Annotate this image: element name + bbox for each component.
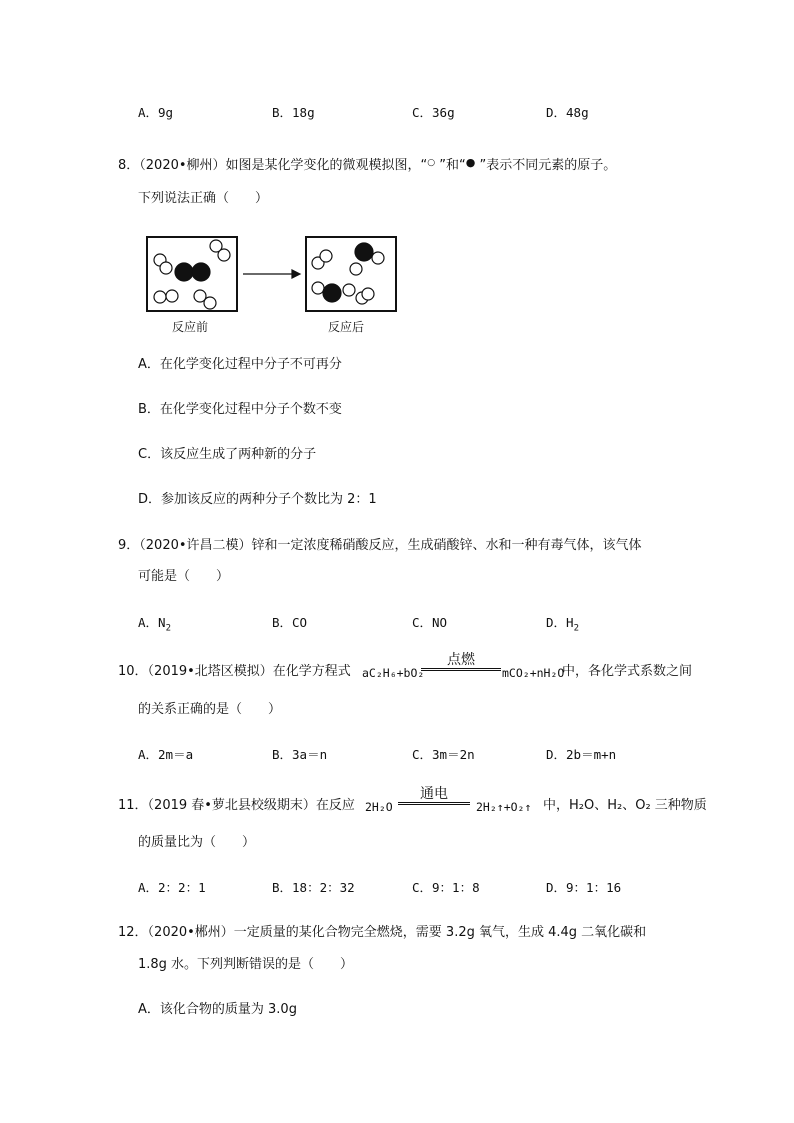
q10-option-a: A．2m＝a [138, 747, 194, 762]
q8-stem-mid: ”和“ [435, 158, 466, 173]
q11-option-d: D．9：1：16 [546, 880, 622, 895]
q11-stem-suffix: 中，H₂O、H₂、O₂ 三种物质 [543, 798, 707, 813]
white-atom-symbol: ○ [427, 158, 436, 168]
after-label: 反应后 [328, 320, 365, 334]
q9-option-d-sub: 2 [573, 623, 579, 634]
q12-stem-line2: 1.8g 水。下列判断错误的是（ ） [138, 957, 354, 972]
after-box [306, 237, 396, 311]
q11-condition-text: 通电 [420, 786, 448, 802]
q10-equals-bar [421, 668, 501, 671]
q11-condition [398, 786, 470, 805]
q9-option-a-sub: 2 [165, 623, 171, 634]
before-molecules [154, 240, 230, 309]
black-atom-symbol: ● [465, 156, 476, 169]
after-molecules [312, 243, 384, 304]
q10-option-b: B．3a＝n [272, 747, 328, 762]
q8-option-d: D．参加该反应的两种分子个数比为 2：1 [138, 492, 377, 507]
q11-equation-lhs: 2H₂O [365, 800, 393, 814]
q11-option-c: C．9：1：8 [412, 880, 480, 895]
reaction-arrow [243, 270, 300, 278]
q8-stem-line1 [118, 154, 616, 175]
q11-equation-rhs: 2H₂↑+O₂↑ [476, 800, 532, 814]
q10-condition-text: 点燃 [447, 652, 475, 668]
q8-stem-end: ”表示不同元素的原子。 [475, 158, 617, 173]
q10-stem-suffix: 中，各化学式系数之间 [562, 664, 693, 679]
q8-stem-line2: 下列说法正确（ ） [138, 191, 269, 206]
q11-stem-line2: 的质量比为（ ） [138, 835, 256, 850]
q7-option-d: D．48g [546, 105, 589, 120]
q10-equation-lhs: aC₂H₆+bO₂ [362, 666, 425, 680]
q12-option-a: A．该化合物的质量为 3.0g [138, 1002, 297, 1017]
q10-option-d: D．2b＝m+n [546, 747, 617, 762]
q9-option-b: B．CO [272, 615, 308, 630]
q7-option-a: A．9g [138, 105, 174, 120]
q8-option-a: A．在化学变化过程中分子不可再分 [138, 357, 342, 372]
q9-stem-line2: 可能是（ ） [138, 569, 230, 584]
q9-option-a-text: A．N [138, 615, 166, 630]
q11-option-b: B．18：2：32 [272, 880, 355, 895]
before-label: 反应前 [172, 320, 209, 334]
q8-option-c: C．该反应生成了两种新的分子 [138, 447, 317, 462]
q7-option-c: C．36g [412, 105, 455, 120]
q8-stem-text: 8．（2020•柳州）如图是某化学变化的微观模拟图，“ [118, 158, 428, 173]
q10-option-c: C．3m＝2n [412, 747, 475, 762]
q8-option-b: B．在化学变化过程中分子个数不变 [138, 402, 342, 417]
q7-option-b: B．18g [272, 105, 315, 120]
q9-option-d [546, 615, 579, 637]
q9-option-d-text: D．H [546, 615, 574, 630]
q10-equation-rhs: mCO₂+nH₂O [502, 666, 565, 680]
q10-stem-prefix: 10．（2019•北塔区模拟）在化学方程式 [118, 664, 351, 679]
q9-option-c: C．NO [412, 615, 448, 630]
q10-condition [421, 652, 501, 671]
q9-option-a [138, 615, 171, 637]
q11-option-a: A．2：2：1 [138, 880, 206, 895]
q12-stem-line1: 12．（2020•郴州）一定质量的某化合物完全燃烧，需要 3.2g 氧气，生成 4.4g 二氧化碳和 [118, 925, 647, 940]
q10-stem-line2: 的关系正确的是（ ） [138, 702, 282, 717]
q11-equals-bar [398, 802, 470, 805]
q11-stem-prefix: 11．（2019 春•萝北县校级期末）在反应 [118, 798, 355, 813]
q9-stem-line1: 9．（2020•许昌二模）锌和一定浓度稀硝酸反应，生成硝酸锌、水和一种有毒气体，该气体 [118, 538, 642, 553]
